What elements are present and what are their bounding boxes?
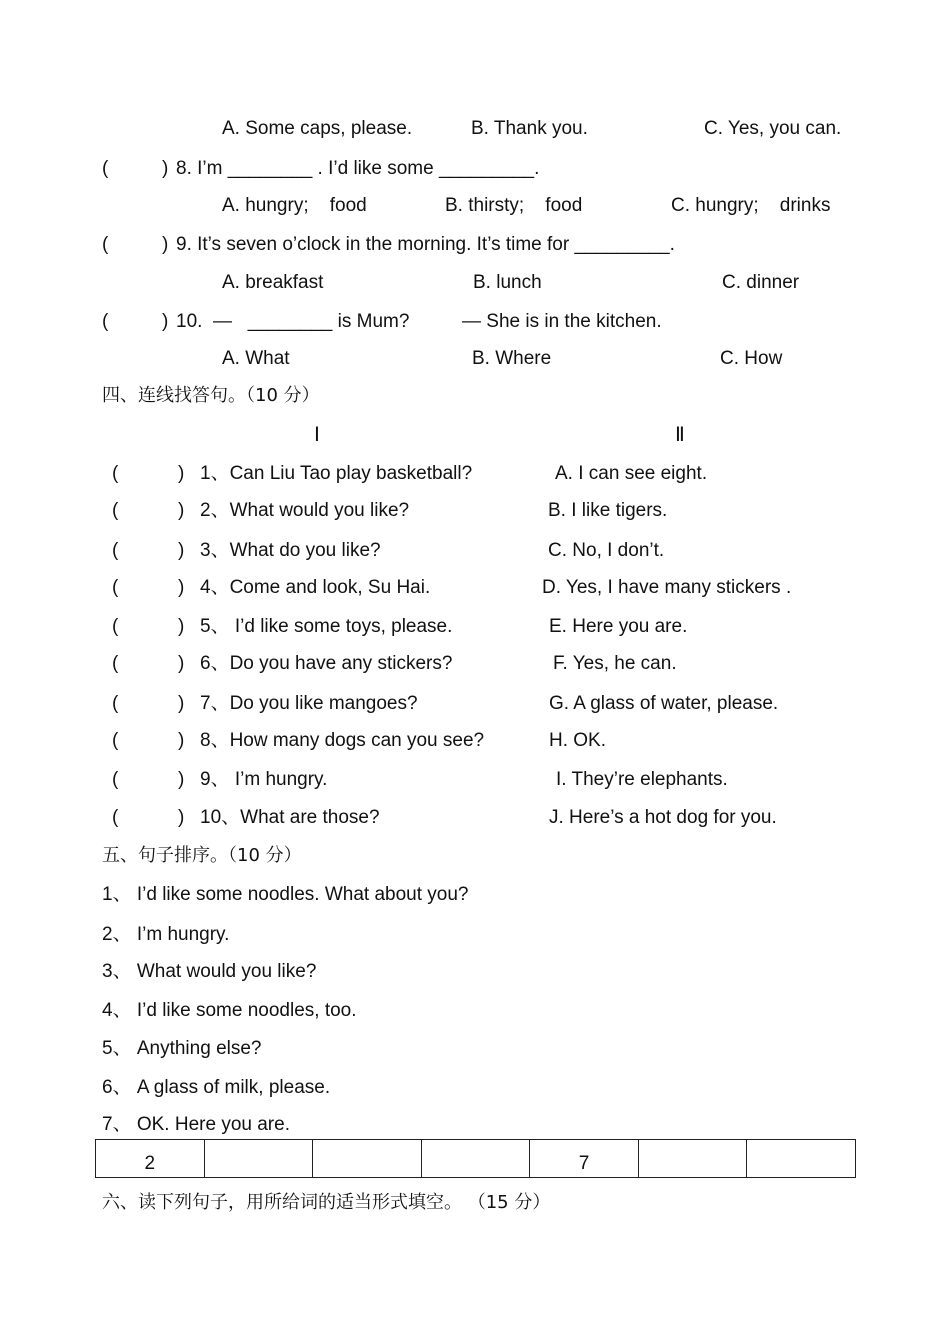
q8-paren-open: ( [102,158,109,179]
q10-paren-open: ( [102,311,109,332]
q10-option-b: B. Where [472,348,552,369]
sentence-6: 6、 A glass of milk, please. [102,1077,331,1098]
q7-option-a: A. Some caps, please. [222,118,413,139]
answer-cell-3[interactable] [313,1140,422,1178]
q9-paren-close: ) [162,234,169,255]
match-paren-open: ( [112,693,119,714]
answer-cell-7[interactable] [747,1140,856,1178]
column-header-2: Ⅱ [675,424,685,446]
answer-cell-5[interactable]: 7 [530,1140,639,1178]
match-paren-open: ( [112,463,119,484]
match-answer: I. They’re elephants. [556,769,728,790]
q10-option-a: A. What [222,348,290,369]
q8-paren-close: ) [162,158,169,179]
match-paren-open: ( [112,500,119,521]
q10-reply: — She is in the kitchen. [462,311,662,332]
q7-option-b: B. Thank you. [471,118,588,139]
sentence-4: 4、 I’d like some noodles, too. [102,1000,357,1021]
match-question: 4、Come and look, Su Hai. [200,577,431,598]
match-paren-close: ) [178,693,185,714]
order-answer-table [95,1139,856,1178]
match-answer: G. A glass of water, please. [549,693,779,714]
q9-paren-open: ( [102,234,109,255]
q10-paren-close: ) [162,311,169,332]
section4-title: 四、连线找答句。（10 分） [102,385,320,406]
answer-cell-1[interactable]: 2 [96,1140,205,1178]
match-paren-open: ( [112,730,119,751]
match-paren-close: ) [178,500,185,521]
q8-stem: 8. I’m ________ . I’d like some _________. [176,158,540,179]
q9-option-a: A. breakfast [222,272,324,293]
column-header-1: Ⅰ [314,424,320,446]
section6-title: 六、读下列句子，用所给词的适当形式填空。 （15 分） [102,1192,551,1213]
q8-option-b: B. thirsty; food [445,195,583,216]
answer-cell-6[interactable] [638,1140,747,1178]
match-answer: B. I like tigers. [548,500,668,521]
sentence-7: 7、 OK. Here you are. [102,1114,290,1135]
match-paren-close: ) [178,730,185,751]
q8-option-a: A. hungry; food [222,195,367,216]
match-paren-open: ( [112,577,119,598]
match-question: 8、How many dogs can you see? [200,730,485,751]
section5-title: 五、句子排序。（10 分） [102,845,302,866]
match-answer: C. No, I don’t. [548,540,665,561]
match-paren-close: ) [178,807,185,828]
match-question: 10、What are those? [200,807,380,828]
match-paren-close: ) [178,616,185,637]
match-answer: D. Yes, I have many stickers . [542,577,792,598]
match-question: 6、Do you have any stickers? [200,653,453,674]
match-paren-open: ( [112,769,119,790]
match-answer: A. I can see eight. [555,463,708,484]
sentence-5: 5、 Anything else? [102,1038,262,1059]
sentence-2: 2、 I’m hungry. [102,924,230,945]
match-question: 2、What would you like? [200,500,410,521]
answer-cell-2[interactable] [204,1140,313,1178]
match-paren-close: ) [178,653,185,674]
q8-option-c: C. hungry; drinks [671,195,831,216]
sentence-1: 1、 I’d like some noodles. What about you? [102,884,469,905]
match-answer: E. Here you are. [549,616,688,637]
match-question: 5、 I’d like some toys, please. [200,616,453,637]
match-paren-close: ) [178,540,185,561]
q9-option-c: C. dinner [722,272,800,293]
match-question: 3、What do you like? [200,540,381,561]
match-answer: J. Here’s a hot dog for you. [549,807,777,828]
q9-option-b: B. lunch [473,272,542,293]
match-paren-open: ( [112,616,119,637]
q10-option-c: C. How [720,348,783,369]
answer-cell-4[interactable] [421,1140,530,1178]
match-paren-close: ) [178,577,185,598]
match-paren-open: ( [112,653,119,674]
match-answer: H. OK. [549,730,607,751]
sentence-3: 3、 What would you like? [102,961,317,982]
match-paren-open: ( [112,807,119,828]
match-question: 9、 I’m hungry. [200,769,328,790]
q10-stem: 10. — ________ is Mum? [176,311,410,332]
q9-stem: 9. It’s seven o’clock in the morning. It’s time for _________. [176,234,675,255]
match-paren-open: ( [112,540,119,561]
match-question: 1、Can Liu Tao play basketball? [200,463,473,484]
match-paren-close: ) [178,463,185,484]
match-paren-close: ) [178,769,185,790]
match-question: 7、Do you like mangoes? [200,693,418,714]
q7-option-c: C. Yes, you can. [704,118,842,139]
match-answer: F. Yes, he can. [553,653,677,674]
